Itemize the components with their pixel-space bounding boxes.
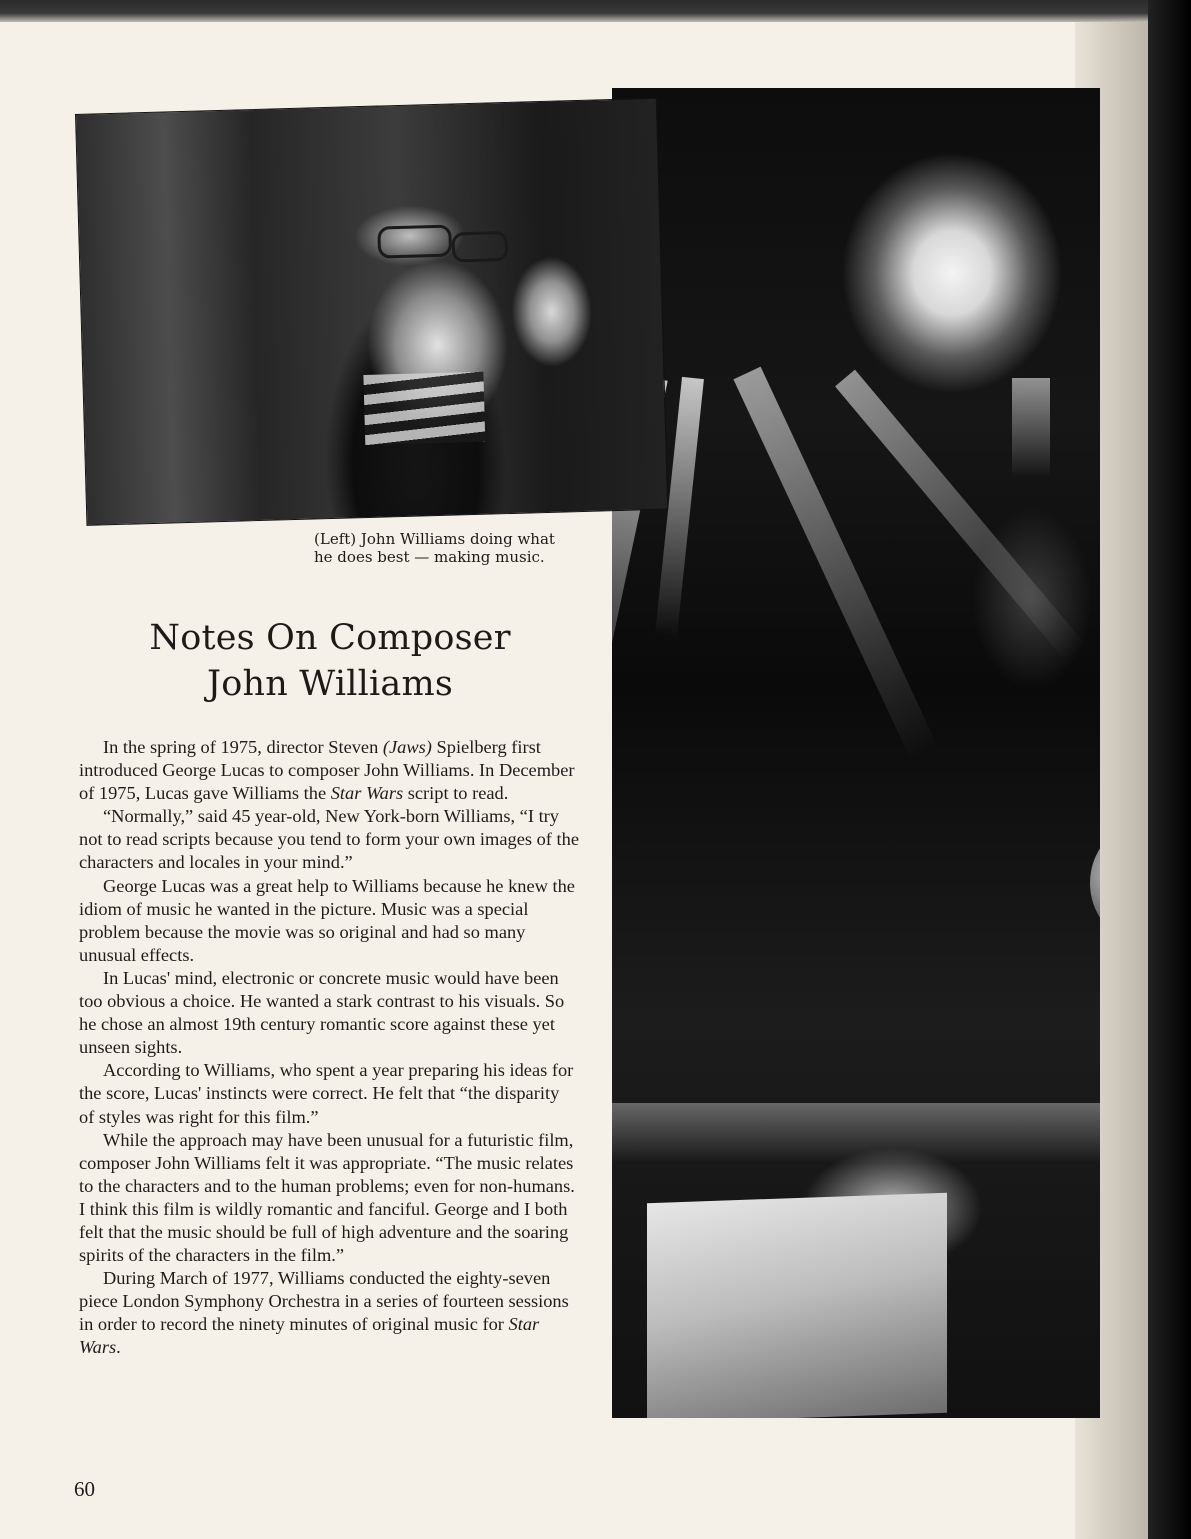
photo-mat (0, 22, 612, 110)
light-streak (1012, 378, 1050, 478)
photo-caption (314, 530, 594, 566)
paragraph: “Normally,” said 45 year-old, New York-born Williams, “I try not to read scripts because you tend to form your own images of the characters and locales in your mind.” (79, 806, 579, 873)
text-run: During March of 1977, Williams conducted the eighty-seven piece London Symphony Orchestra in a series of fourteen sessions in order to record the ninety minutes of original music for (79, 1268, 569, 1335)
page-number: 60 (74, 1477, 95, 1501)
paragraph (79, 1267, 579, 1359)
scan-top-edge (0, 0, 1150, 22)
paragraph: George Lucas was a great help to Williams because he knew the idiom of music he wanted in the picture. Music was a special problem because the movie was so original and had so many unusual effects. (79, 875, 575, 965)
paragraph (79, 736, 579, 805)
paragraph: While the approach may have been unusual for a futuristic film, composer John Williams felt it was appropriate. “The music relates to the characters and to the human problems; even for non-humans. I think this film is wildly romantic and fanciful. George and I both felt that the music should be full of high adventure and the soaring spirits of the characters in the film.” (79, 1129, 575, 1266)
italic-title: (Jaws) (382, 737, 432, 757)
podium-rail (612, 1103, 1100, 1163)
text-run: . (116, 1337, 121, 1358)
text-run: In the spring of 1975, director Steven (103, 737, 383, 757)
text-run: Spielberg first introduced George Lucas to composer John Williams. In December of 1975, Lucas gave Williams the (79, 737, 575, 804)
light-streak (733, 367, 938, 760)
italic-title: Star Wars (79, 1314, 540, 1358)
paragraph: According to Williams, who spent a year preparing his ideas for the score, Lucas' instincts were correct. He felt that “the disparity of styles was right for this film.” (79, 1060, 574, 1127)
paragraph: In Lucas' mind, electronic or concrete music would have been too obvious a choice. He wanted a stark contrast to his visuals. So he chose an almost 19th century romantic score against these yet unseen sights. (79, 967, 565, 1058)
text-run: script to read. (403, 783, 509, 804)
caption-line: (Left) John Williams doing what (314, 530, 555, 548)
glasses-lens (451, 231, 508, 263)
title-line: John Williams (206, 664, 454, 704)
motion-blur-arm (363, 372, 485, 445)
orchestra-photo (612, 88, 1100, 1418)
conductor-photo (75, 98, 668, 526)
music-score (647, 1193, 947, 1418)
musician-head (1090, 828, 1100, 938)
italic-title: Star Wars (330, 783, 404, 804)
title-line: Notes On Composer (149, 618, 511, 658)
article-body (79, 736, 579, 1360)
glasses-lens (377, 225, 452, 259)
caption-line: he does best — making music. (314, 548, 545, 566)
scan-right-edge (1148, 0, 1191, 1539)
article-title (80, 615, 580, 707)
